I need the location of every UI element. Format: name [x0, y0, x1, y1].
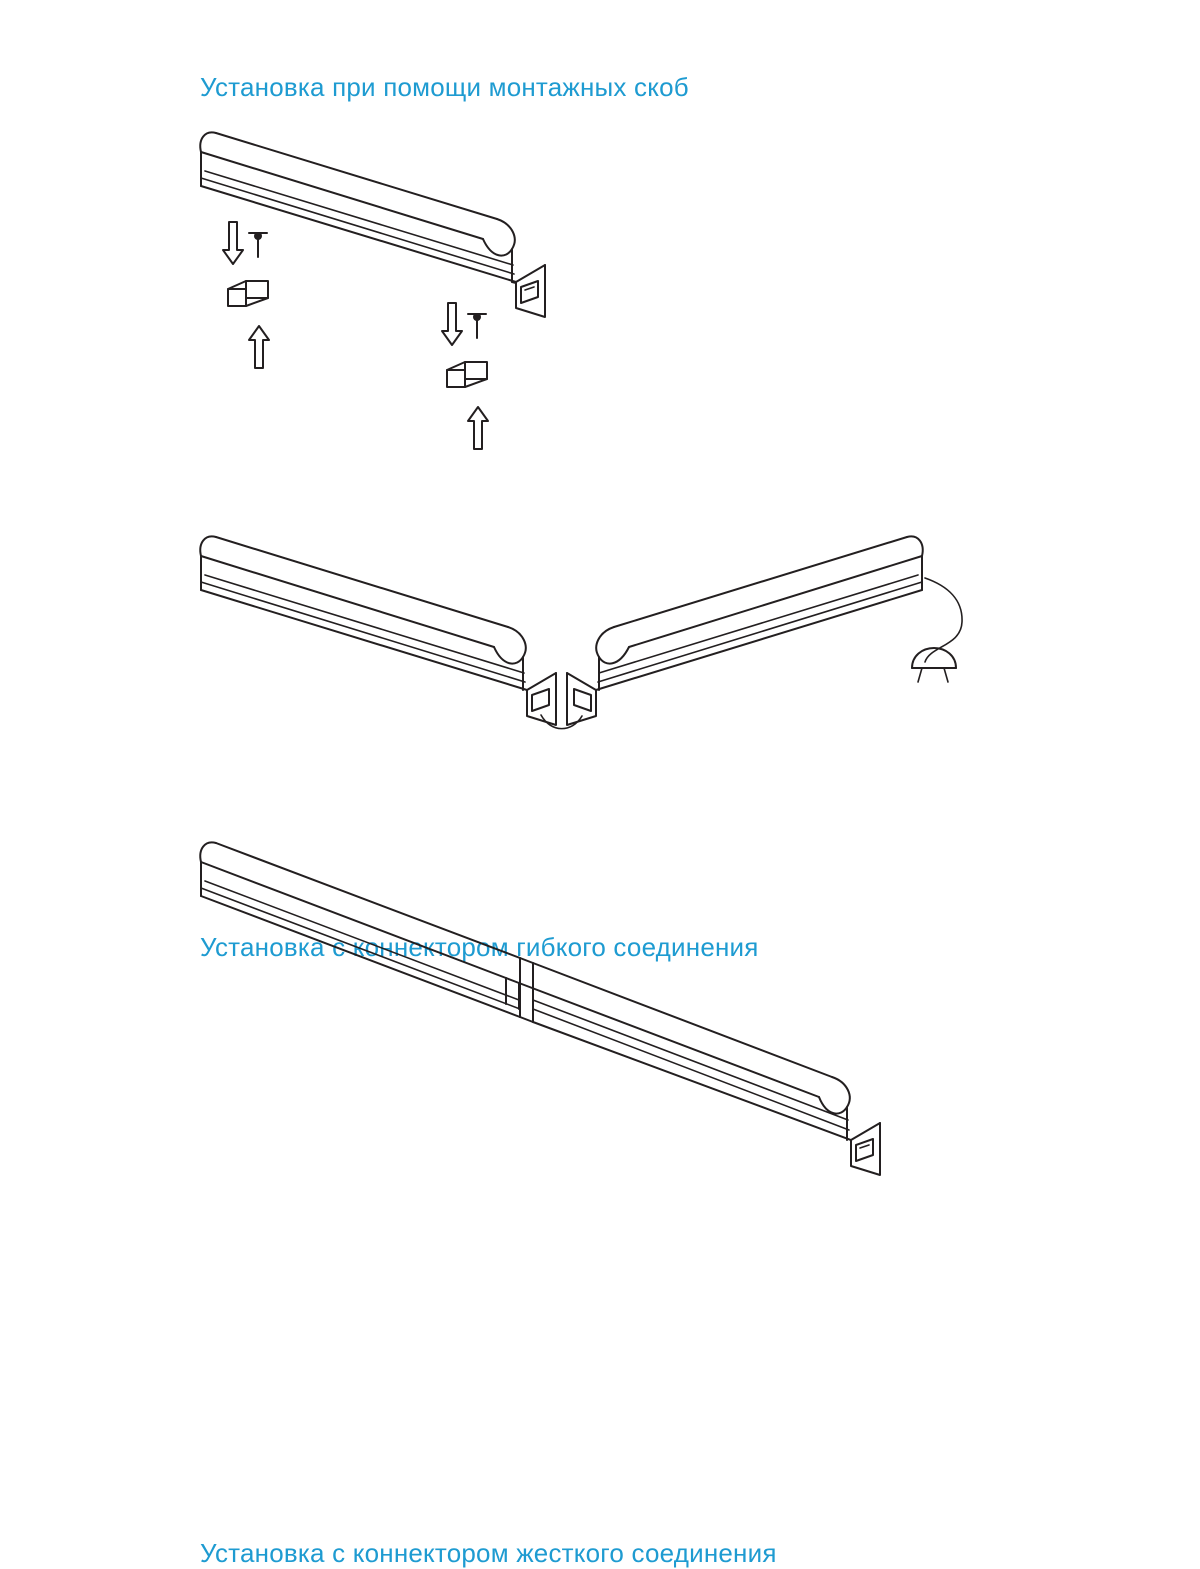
- end-cap-with-connector: [851, 1123, 880, 1175]
- section-flexible-connector: [0, 460, 1200, 962]
- section-title-mounting-clips: Установка при помощи монтажных скоб: [200, 72, 689, 102]
- section-rigid-connector: [0, 760, 1200, 1568]
- linear-led-lamp-right: [567, 536, 923, 725]
- arrow-down-left: [223, 222, 243, 264]
- figure-rigid-connector: [0, 760, 1200, 1200]
- linear-led-lamp-left: [200, 536, 556, 725]
- linear-led-lamp-left: [200, 842, 520, 1017]
- arrow-up-right: [468, 407, 488, 449]
- figure-flexible-connector-draw: [0, 460, 1200, 760]
- section-title-flexible-connector: Установка с коннектором гибкого соединения: [200, 932, 759, 962]
- arrow-up-left: [249, 326, 269, 368]
- section-title-rigid-connector: Установка с коннектором жесткого соединения: [200, 1538, 777, 1568]
- power-plug: [912, 648, 956, 682]
- figure-mounting-clips: [0, 0, 1200, 460]
- mounting-clip-left: [228, 281, 268, 306]
- linear-led-lamp-right: [519, 963, 851, 1140]
- linear-led-lamp-body: [200, 132, 545, 317]
- arrow-down-right: [442, 303, 462, 345]
- screw-right: [468, 313, 486, 338]
- screw-left: [249, 232, 267, 257]
- section-mounting-clips: [0, 0, 1200, 460]
- mounting-clip-right: [447, 362, 487, 387]
